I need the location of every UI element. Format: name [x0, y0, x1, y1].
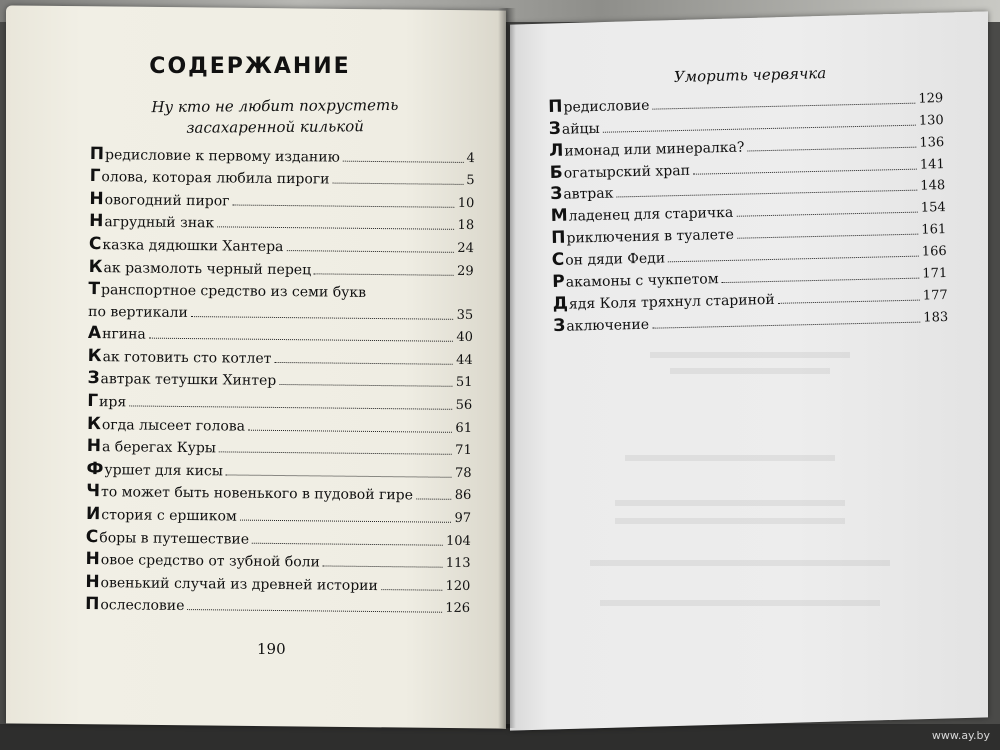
drop-cap: Д — [552, 293, 569, 314]
entry-page: 148 — [920, 178, 946, 195]
right-section-title: Уморить червячка — [673, 64, 827, 86]
drop-cap: Н — [89, 211, 104, 232]
drop-cap: А — [87, 323, 102, 344]
page-number: 190 — [257, 640, 286, 658]
show-through-text — [650, 352, 850, 358]
entry-page: 61 — [455, 420, 473, 436]
dot-leader — [722, 277, 920, 283]
entry-page: 78 — [454, 465, 472, 481]
entry-title: нгина — [102, 326, 146, 343]
dot-leader — [219, 450, 452, 454]
entry-title: он дяди Феди — [565, 250, 666, 269]
entry-title: имонад или минералка? — [564, 139, 745, 160]
show-through-text — [625, 455, 835, 461]
entry-title: уршет для кисы — [104, 461, 224, 480]
dot-leader — [736, 211, 918, 217]
entry-title: боры в путешествие — [99, 529, 250, 548]
drop-cap: Н — [86, 436, 102, 457]
entry-title: иря — [99, 394, 127, 411]
entry-page: 129 — [918, 90, 944, 107]
drop-cap: З — [87, 368, 100, 389]
dot-leader — [286, 249, 454, 253]
drop-cap: К — [87, 345, 102, 366]
entry-title: редисловие — [563, 97, 650, 116]
drop-cap: П — [89, 143, 105, 164]
entry-page: 136 — [919, 134, 945, 151]
dot-leader — [416, 498, 452, 500]
drop-cap: Н — [85, 549, 100, 570]
dot-leader — [217, 226, 454, 230]
dot-leader — [323, 565, 443, 568]
drop-cap: Н — [89, 188, 104, 209]
dot-leader — [381, 588, 443, 591]
dot-leader — [240, 518, 452, 522]
entry-title: риключения в туалете — [566, 227, 735, 247]
entry-page: 86 — [454, 488, 472, 504]
dot-leader — [332, 182, 463, 185]
entry-title: а берегах Куры — [101, 439, 217, 457]
entry-title: овое средство от зубной боли — [100, 552, 320, 571]
entry-page: 44 — [456, 352, 473, 368]
entry-page: 166 — [921, 244, 947, 260]
entry-page: 35 — [456, 307, 474, 323]
entry-title: автрак тетушки Хинтер — [100, 371, 277, 390]
entry-title: ладенец для старичка — [568, 205, 734, 225]
entry-page: 161 — [921, 222, 947, 238]
dot-leader — [149, 337, 454, 342]
entry-page: 130 — [918, 112, 944, 129]
entry-title: аключение — [566, 316, 650, 335]
entry-page: 104 — [445, 533, 471, 549]
toc-entry — [85, 591, 470, 618]
entry-page: 56 — [455, 397, 473, 413]
entry-page: 40 — [456, 330, 474, 346]
dot-leader — [279, 383, 453, 387]
show-through-text — [670, 368, 830, 374]
entry-title: огда лысеет голова — [101, 416, 246, 435]
dot-leader — [187, 608, 442, 613]
entry-page: 171 — [922, 266, 948, 282]
drop-cap: К — [86, 413, 102, 434]
drop-cap: И — [85, 503, 101, 525]
entry-title: то может быть новенького в пудовой гире — [100, 484, 414, 504]
entry-title: редисловие к первому изданию — [104, 146, 340, 166]
drop-cap: С — [551, 249, 565, 271]
entry-page: 126 — [445, 601, 471, 617]
dot-leader — [737, 233, 918, 239]
entry-title: агрудный знак — [104, 214, 215, 232]
entry-page: 18 — [457, 218, 475, 234]
entry-title: ак размолоть черный перец — [103, 259, 312, 278]
drop-cap: К — [88, 256, 103, 277]
entry-title-continued: по вертикали — [88, 303, 189, 321]
drop-cap: П — [548, 96, 563, 117]
entry-page: 4 — [466, 150, 475, 166]
dot-leader — [343, 159, 464, 162]
entry-title: огатырский храп — [563, 162, 691, 182]
drop-cap: С — [85, 526, 99, 547]
drop-cap: З — [550, 184, 563, 205]
dot-leader — [778, 299, 920, 304]
entry-title: ослесловие — [100, 597, 185, 615]
entry-title: ядя Коля тряхнул стариной — [568, 291, 775, 313]
entry-page: 5 — [466, 173, 475, 189]
right-toc-list — [548, 85, 948, 335]
entry-title: овенький случай из древней истории — [100, 574, 378, 594]
show-through-text — [615, 500, 845, 506]
entry-page: 113 — [445, 555, 471, 572]
entry-page: 141 — [919, 156, 945, 173]
drop-cap: Б — [549, 162, 563, 183]
show-through-text — [590, 560, 890, 566]
dot-leader — [747, 145, 916, 151]
watermark: www.ay.by — [931, 729, 990, 742]
drop-cap: П — [85, 594, 100, 615]
entry-title: ранспортное средство из семи букв — [100, 281, 367, 301]
entry-title: казка дядюшки Хантера — [102, 237, 284, 255]
dot-leader — [129, 404, 452, 409]
drop-cap: Р — [552, 271, 565, 292]
entry-page: 29 — [457, 263, 474, 279]
drop-cap: Н — [85, 571, 100, 592]
entry-page: 97 — [454, 510, 472, 526]
entry-title: овогодний пирог — [104, 191, 230, 210]
entry-title: айцы — [561, 120, 600, 138]
drop-cap: Г — [87, 390, 99, 412]
dot-leader — [314, 272, 454, 275]
dot-leader — [233, 203, 455, 207]
drop-cap: П — [551, 227, 566, 249]
entry-page: 71 — [455, 442, 472, 459]
entry-page: 177 — [922, 287, 948, 304]
entry-title: олова, которая любила пироги — [101, 169, 330, 188]
entry-title: ак готовить сто котлет — [102, 348, 272, 367]
drop-cap: Т — [88, 278, 101, 299]
entry-title: акамоны с чукпетом — [565, 271, 719, 291]
entry-title: стория с ершиком — [101, 507, 237, 525]
entry-page: 51 — [455, 375, 473, 391]
dot-leader — [274, 361, 453, 365]
entry-page: 120 — [445, 578, 471, 594]
dot-leader — [248, 428, 452, 432]
entry-page: 183 — [923, 309, 949, 326]
drop-cap: Г — [89, 166, 101, 187]
drop-cap: Ч — [86, 481, 101, 502]
toc-entry — [88, 276, 473, 324]
drop-cap: М — [550, 205, 568, 227]
entry-page: 10 — [457, 195, 475, 211]
drop-cap: З — [548, 118, 562, 139]
dot-leader — [226, 473, 452, 477]
drop-cap: Л — [549, 140, 564, 161]
entry-page: 154 — [920, 200, 946, 216]
drop-cap: З — [553, 315, 566, 336]
book-spine — [498, 8, 516, 728]
dot-leader — [252, 541, 443, 545]
dot-leader — [652, 320, 920, 328]
dot-leader — [191, 315, 454, 320]
entry-title: автрак — [563, 185, 614, 204]
left-toc-list — [85, 140, 475, 617]
show-through-text — [600, 600, 880, 606]
entry-page: 24 — [457, 240, 474, 256]
show-through-text — [615, 518, 845, 524]
drop-cap: С — [88, 233, 102, 255]
left-section-title: Ну кто не любит похрустеть засахаренной килькой — [151, 95, 399, 137]
drop-cap: Ф — [86, 458, 104, 479]
toc-heading: СОДЕРЖАНИЕ — [149, 54, 351, 79]
